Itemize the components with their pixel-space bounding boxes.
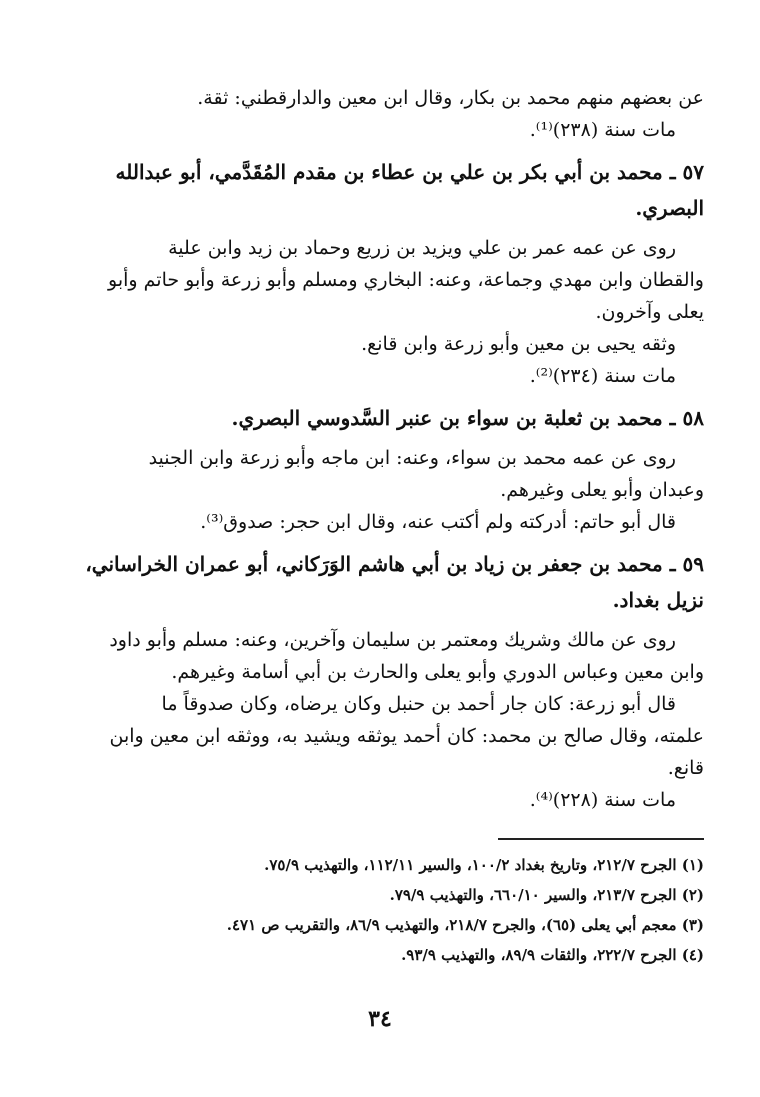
entry-59-death: مات سنة (٢٢٨)⁽⁴⁾.: [529, 789, 676, 811]
footnote-1: (١) الجرح ٢١٢/٧، وتاريخ بغداد ١٠٠/٢، والسير ١١٢/١١، والتهذيب ٧٥/٩.: [264, 856, 704, 874]
page-number: ٣٤: [368, 1006, 392, 1032]
entry-59-line-2: وابن معين وعباس الدوري وأبو يعلى والحارث بن أبي أسامة وغيرهم.: [171, 661, 704, 683]
entry-57-line-2: والقطان وابن مهدي وجماعة، وعنه: البخاري ومسلم وأبو زرعة وأبو حاتم وأبو: [108, 269, 704, 291]
entry-57-death: مات سنة (٢٣٤)⁽²⁾.: [529, 365, 676, 387]
entry-59-heading: ٥٩ ـ محمد بن جعفر بن زياد بن أبي هاشم الوَرَكاني، أبو عمران الخراساني،: [85, 552, 704, 576]
footnote-4: (٤) الجرح ٢٢٢/٧، والثقات ٨٩/٩، والتهذيب ٩٣/٩.: [401, 946, 704, 964]
entry-57-note: وثقه يحيى بن معين وأبو زرعة وابن قانع.: [361, 333, 676, 355]
entry-59-line-1: روى عن مالك وشريك ومعتمر بن سليمان وآخرين، وعنه: مسلم وأبو داود: [109, 629, 676, 651]
entry-59-note-2: علمته، وقال صالح بن محمد: كان أحمد يوثقه ويشيد به، ووثقه ابن معين وابن: [109, 725, 704, 747]
footnote-2: (٢) الجرح ٢١٣/٧، والسير ٦٦٠/١٠، والتهذيب ٧٩/٩.: [389, 886, 704, 904]
footnote-divider: [498, 838, 704, 840]
entry-57-heading: ٥٧ ـ محمد بن أبي بكر بن علي بن عطاء بن مقدم المُقَدَّمي، أبو عبدالله: [115, 160, 704, 184]
entry-58-line-2: وعبدان وأبو يعلى وغيرهم.: [500, 479, 704, 501]
entry-58-line-1: روى عن عمه محمد بن سواء، وعنه: ابن ماجه وأبو زرعة وابن الجنيد: [148, 447, 676, 469]
entry-58-heading: ٥٨ ـ محمد بن ثعلبة بن سواء بن عنبر السَّدوسي البصري.: [231, 406, 704, 430]
intro-line-1: عن بعضهم منهم محمد بن بكار، وقال ابن معين والدارقطني: ثقة.: [197, 87, 704, 109]
entry-59-note-1: قال أبو زرعة: كان جار أحمد بن حنبل وكان يرضاه، وكان صدوقاً ما: [161, 693, 676, 715]
entry-59-note-3: قانع.: [667, 757, 704, 779]
page-body: [64, 82, 704, 970]
entry-58-note: قال أبو حاتم: أدركته ولم أكتب عنه، وقال ابن حجر: صدوق⁽³⁾.: [200, 511, 676, 533]
footnote-3: (٣) معجم أبي يعلى (٦٥)، والجرح ٢١٨/٧، والتهذيب ٨٦/٩، والتقريب ص ٤٧١.: [226, 916, 704, 934]
intro-death-line: مات سنة (٢٣٨)⁽¹⁾.: [529, 119, 676, 141]
entry-57-line-1: روى عن عمه عمر بن علي ويزيد بن زريع وحماد بن زيد وابن علية: [168, 237, 676, 259]
entry-57-line-3: يعلى وآخرون.: [595, 301, 704, 323]
entry-59-heading-cont: نزيل بغداد.: [612, 588, 704, 612]
entry-57-heading-cont: البصري.: [635, 196, 704, 220]
